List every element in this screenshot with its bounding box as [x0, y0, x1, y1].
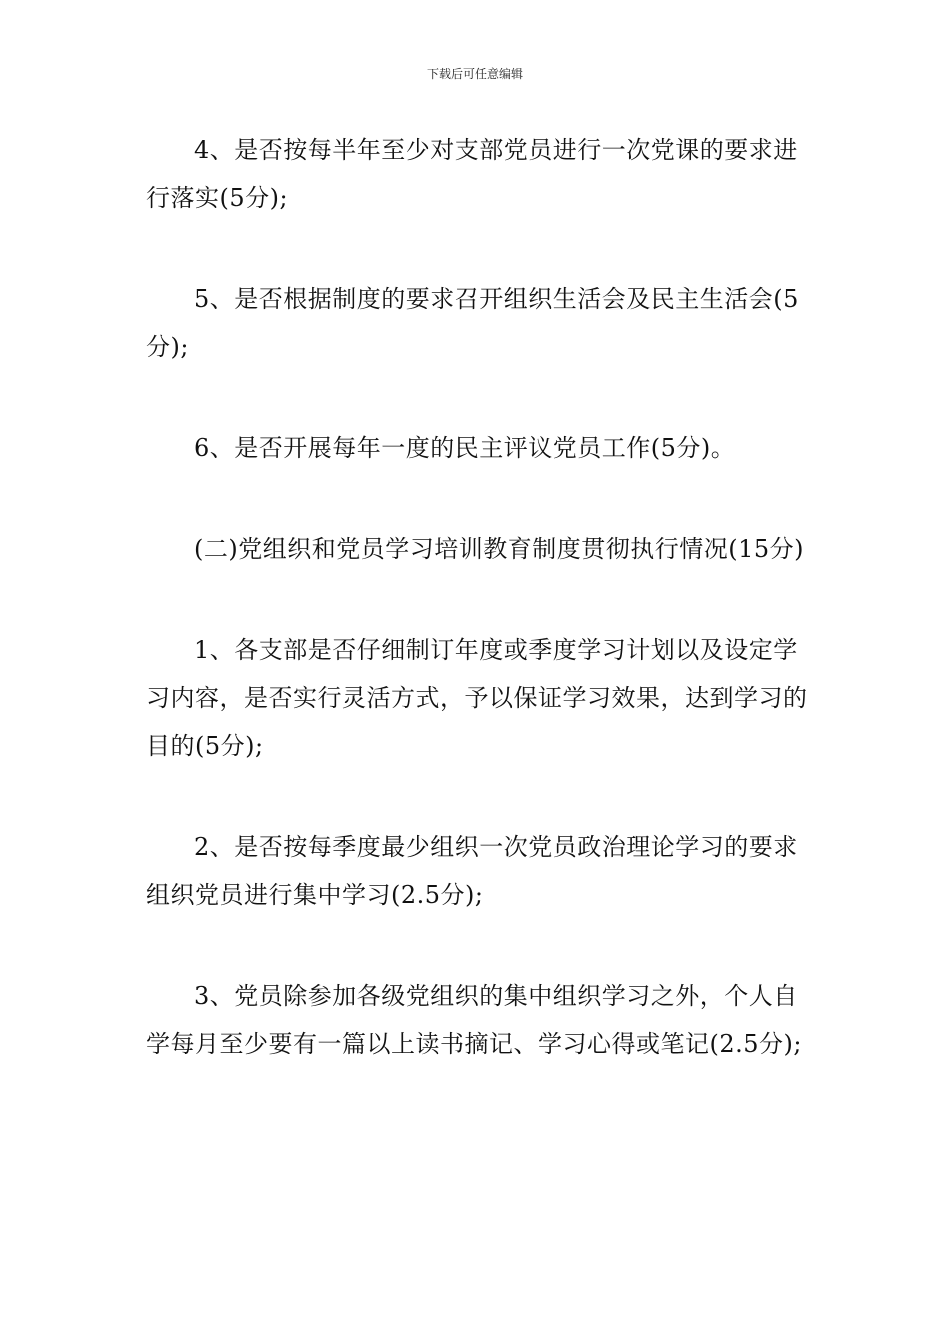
paragraph-item-3: 3、党员除参加各级党组织的集中组织学习之外，个人自学每月至少要有一篇以上读书摘记、学习心得或笔记(2.5分);	[146, 982, 802, 1058]
document-body	[146, 126, 810, 1068]
paragraph-item-6: 6、是否开展每年一度的民主评议党员工作(5分)。	[194, 434, 736, 462]
paragraph-item-4: 4、是否按每半年至少对支部党员进行一次党课的要求进行落实(5分);	[146, 136, 798, 212]
paragraph-item-2: 2、是否按每季度最少组织一次党员政治理论学习的要求组织党员进行集中学习(2.5分);	[146, 833, 798, 909]
paragraph-item-1: 1、各支部是否仔细制订年度或季度学习计划以及设定学习内容，是否实行灵活方式，予以保证学习效果，达到学习的目的(5分);	[146, 636, 808, 760]
section-heading-2: (二)党组织和党员学习培训教育制度贯彻执行情况(15分)	[194, 535, 804, 563]
page-header-note: 下载后可任意编辑	[426, 67, 523, 81]
paragraph-item-5: 5、是否根据制度的要求召开组织生活会及民主生活会(5分);	[146, 285, 799, 361]
